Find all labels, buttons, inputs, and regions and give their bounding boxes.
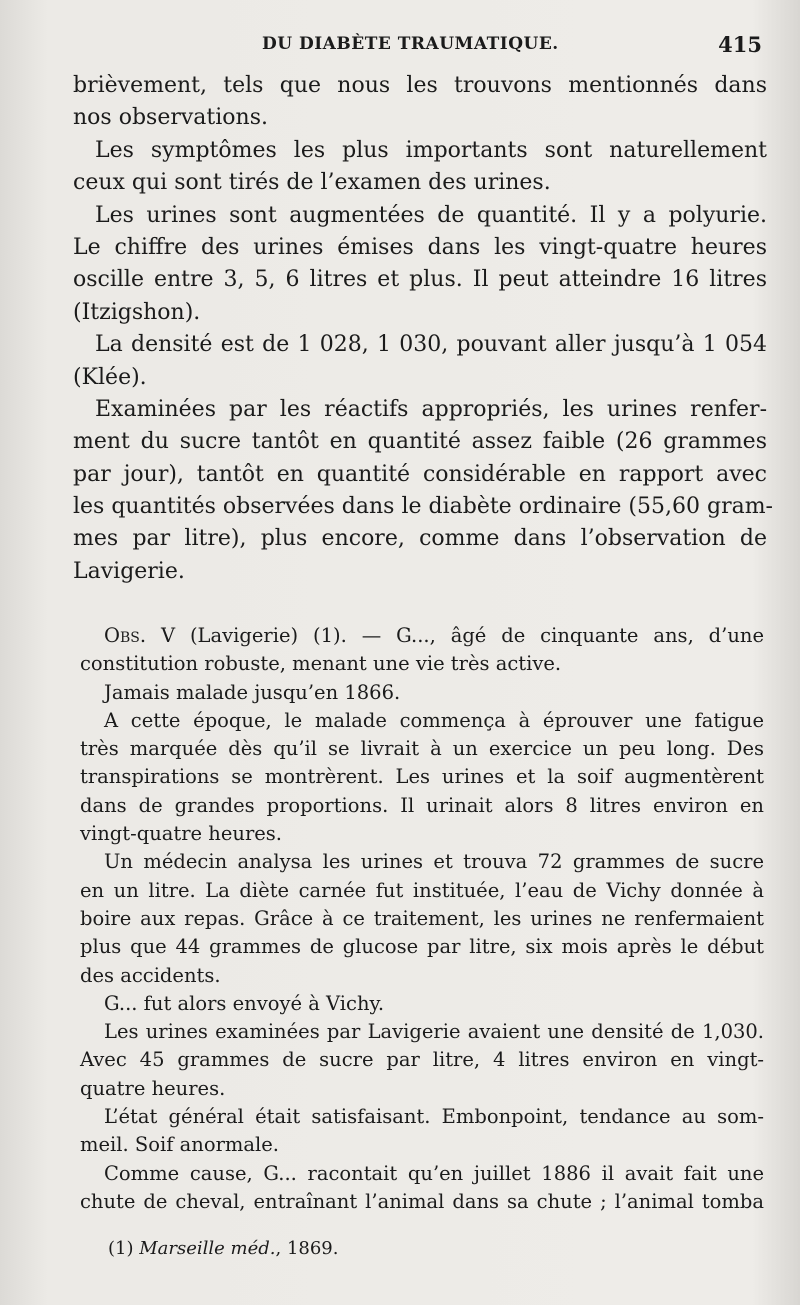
footnote-rule: [80, 1218, 320, 1219]
text-line: Les symptômes les plus importants sont naturellement: [95, 137, 767, 163]
running-head: DU DIABÈTE TRAUMATIQUE.: [262, 34, 559, 54]
observation-line: plus que 44 grammes de glucose par litre, six mois après le début: [80, 935, 764, 959]
text-line: (Klée).: [73, 364, 147, 390]
observation-line: meil. Soif anormale.: [80, 1133, 279, 1157]
observation-line: Avec 45 grammes de sucre par litre, 4 litres environ en vingt-: [80, 1048, 764, 1072]
text-line: Les urines sont augmentées de quantité. Il y a polyurie.: [95, 202, 767, 228]
observation-line: A cette époque, le malade commença à éprouver une fatigue: [104, 708, 764, 732]
observation-line: constitution robuste, menant une vie très active.: [80, 652, 562, 676]
observation-line: L’état général était satisfaisant. Embonpoint, tendance au som-: [104, 1105, 764, 1129]
observation-line: dans de grandes proportions. Il urinait alors 8 litres environ en: [80, 793, 764, 817]
observation-line: des accidents.: [80, 963, 221, 987]
text-line: brièvement, tels que nous les trouvons mentionnés dans: [73, 73, 767, 98]
text-line: nos observations.: [73, 105, 268, 131]
text-line: par jour), tantôt en quantité considérable en rapport avec: [73, 461, 767, 487]
observation-line: chute de cheval, entraînant l’animal dans sa chute ; l’animal tomba: [80, 1189, 764, 1213]
observation-line: Un médecin analysa les urines et trouva 72 grammes de sucre: [104, 850, 764, 874]
footnote-rest: , 1869.: [275, 1238, 339, 1259]
text-line: mes par litre), plus encore, comme dans l’observation de: [73, 526, 767, 552]
observation-line: vingt-quatre heures.: [80, 822, 283, 846]
text-line: oscille entre 3, 5, 6 litres et plus. Il peut atteindre 16 litres: [73, 267, 767, 293]
text-line: ment du sucre tantôt en quantité assez faible (26 grammes: [73, 429, 767, 455]
text-line: ceux qui sont tirés de l’examen des urines.: [73, 170, 551, 196]
observation-line: Comme cause, G... racontait qu’en juillet 1886 il avait fait une: [104, 1161, 764, 1185]
observation-block: [80, 622, 764, 1216]
footnote-marker: (1): [108, 1238, 134, 1259]
observation-line: G... fut alors envoyé à Vichy.: [104, 991, 385, 1015]
observation-line: Jamais malade jusqu’en 1866.: [104, 680, 401, 704]
text-line: Le chiffre des urines émises dans les vingt-quatre heures: [73, 234, 767, 260]
observation-line: quatre heures.: [80, 1076, 226, 1100]
observation-line: Les urines examinées par Lavigerie avaient une densité de 1,030.: [104, 1020, 764, 1044]
main-text: [73, 70, 773, 588]
footnote-journal: Marseille méd.: [139, 1238, 276, 1259]
text-line: La densité est de 1 028, 1 030, pouvant aller jusqu’à 1 054: [95, 332, 767, 358]
text-line: (Itzigshon).: [73, 299, 201, 325]
observation-label: Obs. V: [104, 624, 176, 647]
footnote: [108, 1238, 338, 1259]
observation-text: (Lavigerie) (1). — G..., âgé de cinquante ans, d’une: [189, 624, 764, 647]
observation-line: transpirations se montrèrent. Les urines et la soif augmentèrent: [80, 765, 764, 789]
observation-line: très marquée dès qu’il se livrait à un exercice un peu long. Des: [80, 737, 764, 761]
page-header: [0, 32, 800, 62]
observation-line: boire aux repas. Grâce à ce traitement, les urines ne renfermaient: [80, 906, 764, 930]
observation-line: [80, 622, 764, 650]
text-line: les quantités observées dans le diabète ordinaire (55,60 gram-: [73, 494, 773, 520]
text-line: Lavigerie.: [73, 558, 185, 584]
observation-line: en un litre. La diète carnée fut instituée, l’eau de Vichy donnée à: [80, 878, 764, 902]
page-number: 415: [718, 32, 762, 57]
text-line: Examinées par les réactifs appropriés, les urines renfer-: [95, 396, 767, 422]
